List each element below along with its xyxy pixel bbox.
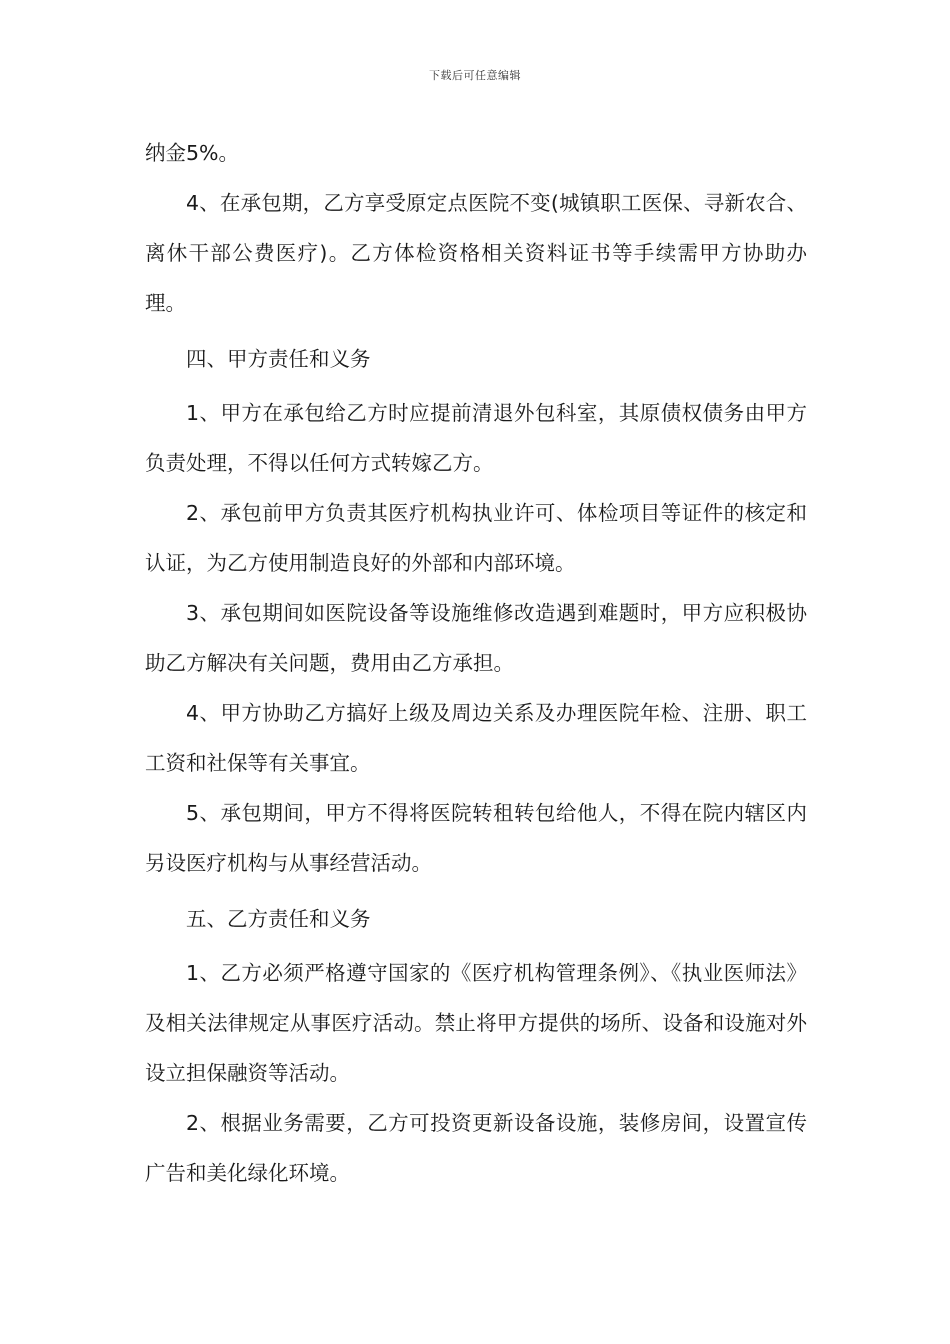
paragraph-party-a-2: 2、承包前甲方负责其医疗机构执业许可、体检项目等证件的核定和认证，为乙方使用制造良好的外部和内部环境。 xyxy=(145,501,807,575)
section-heading-party-a: 四、甲方责任和义务 xyxy=(186,347,371,371)
paragraph-party-a-3: 3、承包期间如医院设备等设施维修改造遇到难题时，甲方应积极协助乙方解决有关问题，费用由乙方承担。 xyxy=(145,601,807,675)
paragraph-tail-fee: 纳金5%。 xyxy=(145,141,240,165)
paragraph-party-b-2: 2、根据业务需要，乙方可投资更新设备设施，装修房间，设置宣传广告和美化绿化环境。 xyxy=(145,1111,807,1185)
paragraph-party-b-1: 1、乙方必须严格遵守国家的《医疗机构管理条例》、《执业医师法》及相关法律规定从事医疗活动。禁止将甲方提供的场所、设备和设施对外设立担保融资等活动。 xyxy=(145,961,807,1085)
section-heading-party-b: 五、乙方责任和义务 xyxy=(186,907,371,931)
paragraph-party-a-4: 4、甲方协助乙方搞好上级及周边关系及办理医院年检、注册、职工工资和社保等有关事宜。 xyxy=(145,701,807,775)
paragraph-clause-4-medical: 4、在承包期，乙方享受原定点医院不变(城镇职工医保、寻新农合、离休干部公费医疗)。乙方体检资格相关资料证书等手续需甲方协助办理。 xyxy=(145,191,807,315)
document-body xyxy=(145,128,807,1198)
page-header: 下载后可任意编辑 xyxy=(429,69,521,82)
paragraph-party-a-5: 5、承包期间，甲方不得将医院转租转包给他人，不得在院内辖区内另设医疗机构与从事经营活动。 xyxy=(145,801,807,875)
paragraph-party-a-1: 1、甲方在承包给乙方时应提前清退外包科室，其原债权债务由甲方负责处理，不得以任何方式转嫁乙方。 xyxy=(145,401,807,475)
